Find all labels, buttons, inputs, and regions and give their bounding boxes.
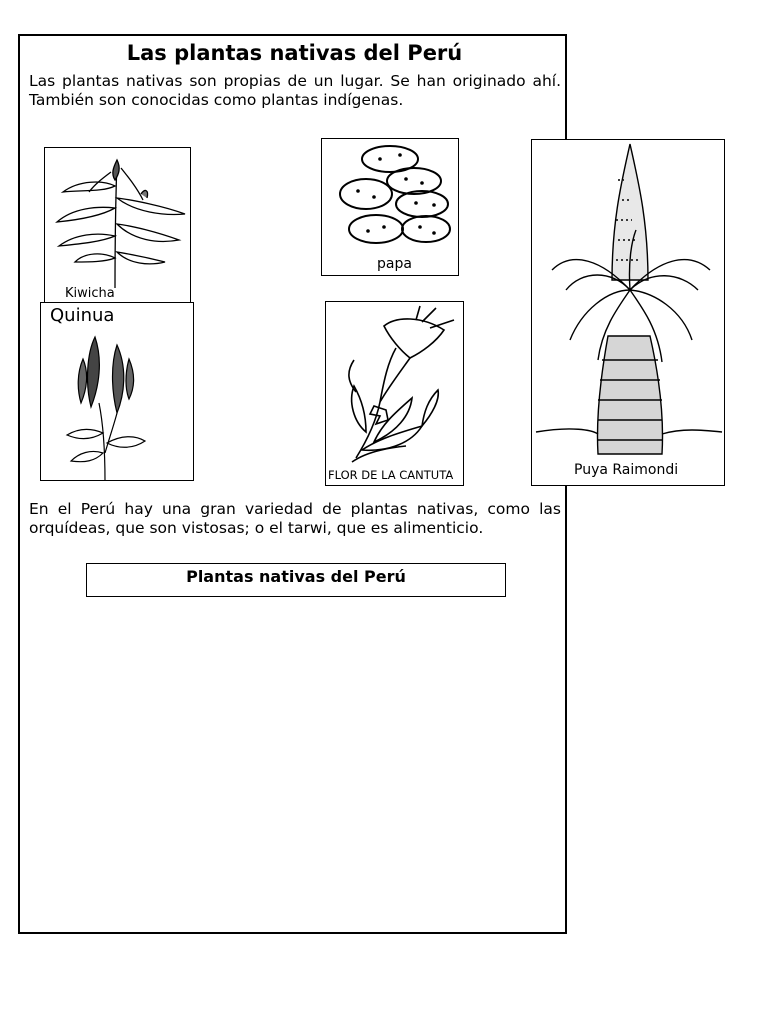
- quinua-caption: Quinua: [50, 305, 115, 326]
- papa-caption: papa: [377, 256, 412, 272]
- papa-card: [321, 138, 459, 276]
- kiwicha-card: [44, 147, 191, 303]
- quinua-plant-icon: [41, 303, 195, 482]
- quinua-card: [40, 302, 194, 481]
- kiwicha-plant-icon: [45, 148, 192, 304]
- kiwicha-caption: Kiwicha: [65, 286, 115, 301]
- body-paragraph: En el Perú hay una gran variedad de plantas nativas, como las orquídeas, que son vistosas; o el tarwi, que es alimenticio.: [29, 500, 561, 537]
- page-title: Las plantas nativas del Perú: [126, 41, 463, 65]
- intro-paragraph: Las plantas nativas son propias de un lugar. Se han originado ahí. También son conocidas como plantas indígenas.: [29, 72, 561, 109]
- cantuta-card: [325, 301, 464, 486]
- puya-raimondi-icon: [532, 140, 726, 487]
- table-header: Plantas nativas del Perú: [86, 563, 506, 597]
- cantuta-flower-icon: [326, 302, 465, 487]
- puya-caption: Puya Raimondi: [574, 462, 679, 478]
- cantuta-caption: FLOR DE LA CANTUTA: [328, 468, 454, 482]
- puya-card: [531, 139, 725, 486]
